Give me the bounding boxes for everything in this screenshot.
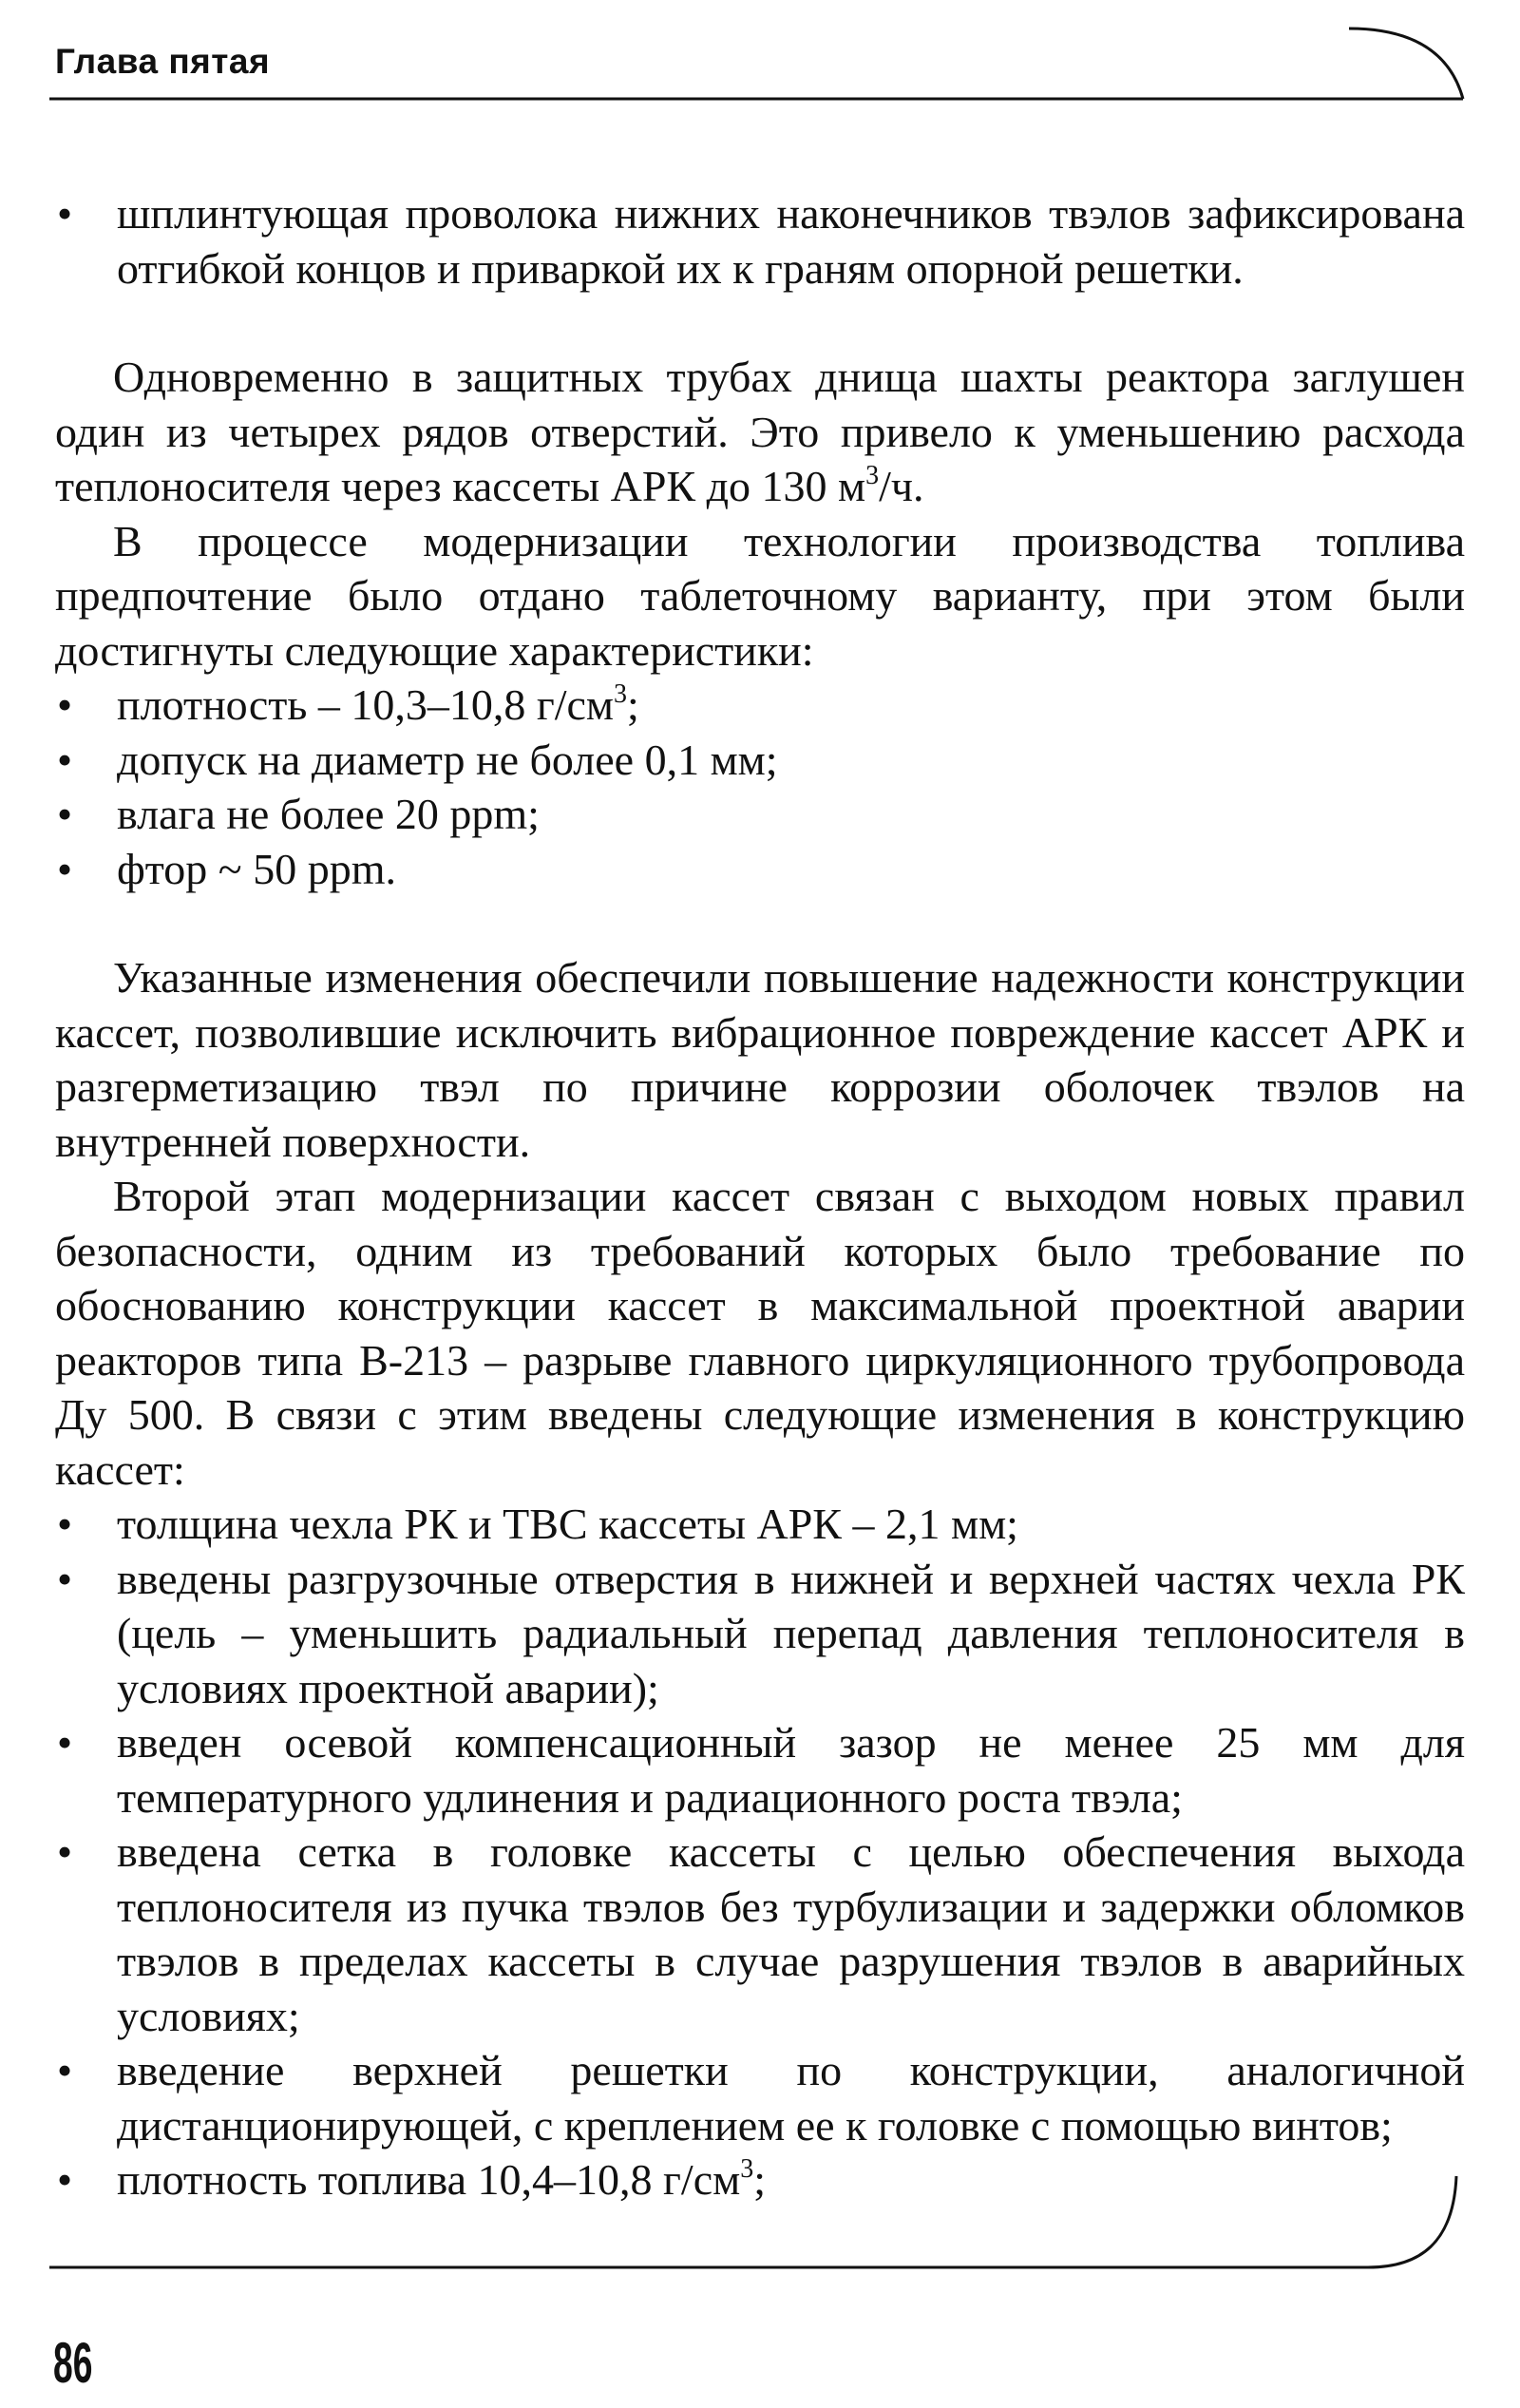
paragraph: Второй этап модернизации кассет связан с выходом новых правил безопасности, одним из требований которых было требование по обоснованию конструкции кассет в максимальной проектной аварии реакторов типа В-213 – разрыве главного циркуляционного трубопровода Ду 500. В связи с этим введены следующие изменения в конструкцию кассет:: [55, 1172, 1465, 1494]
list-item: • плотность – 10,3–10,8 $г/см^3$;: [55, 678, 1465, 733]
list-item: • плотность топлива 10,4–10,8 $г/см^3$;: [55, 2152, 1465, 2207]
running-header: Глава пятая: [55, 42, 271, 81]
design-changes-list: [55, 1497, 1465, 2207]
paragraph: Указанные изменения обеспечили повышение надежности конструкции кассет, позволившие исключить вибрационное повреждение кассет АРК и разгерметизацию твэл по причине коррозии оболочек твэлов на внутренней поверхности.: [55, 953, 1465, 1166]
list-item: • введен осевой компенсационный зазор не менее 25 мм для температурного удлинения и радиационного роста твэла;: [55, 1715, 1465, 1825]
list-item: • допуск на диаметр не более 0,1 мм;: [55, 733, 1465, 788]
list-item: • введены разгрузочные отверстия в нижней и верхней частях чехла РК (цель – уменьшить радиальный перепад давления теплоносителя в условиях проектной аварии);: [55, 1552, 1465, 1716]
page-body: [55, 186, 1465, 2207]
intro-bullet-list: [55, 186, 1465, 296]
list-item: • фтор ~ 50 ppm.: [55, 842, 1465, 897]
list-item: • влага не более 20 ppm;: [55, 787, 1465, 842]
list-item: • введена сетка в головке кассеты с целью обеспечения выхода теплоносителя из пучка твэлов без турбулизации и задержки обломков твэлов в пределах кассеты в случае разрушения твэлов в аварийных условиях;: [55, 1825, 1465, 2043]
fuel-characteristics-list: [55, 678, 1465, 896]
list-item: • толщина чехла РК и ТВС кассеты АРК – 2,1 мм;: [55, 1497, 1465, 1552]
header-corner-curve: [1349, 29, 1463, 99]
page-number: 86: [53, 2331, 93, 2395]
paragraph: В процессе модернизации технологии производства топлива предпочтение было отдано таблеточному варианту, при этом были достигнуты следующие характеристики:: [55, 516, 1465, 675]
list-item: • введение верхней решетки по конструкции, аналогичной дистанционирующей, с креплением ее к головке с помощью винтов;: [55, 2043, 1465, 2152]
list-item: • шплинтующая проволока нижних наконечников твэлов зафиксирована отгибкой концов и приваркой их к граням опорной решетки.: [55, 186, 1465, 296]
paragraph: Одновременно в защитных трубах днища шахты реактора заглушен один из четырех рядов отверстий. Это привело к уменьшению расхода теплоносителя через кассеты АРК до 130 $м^3/ч$.: [55, 353, 1465, 510]
